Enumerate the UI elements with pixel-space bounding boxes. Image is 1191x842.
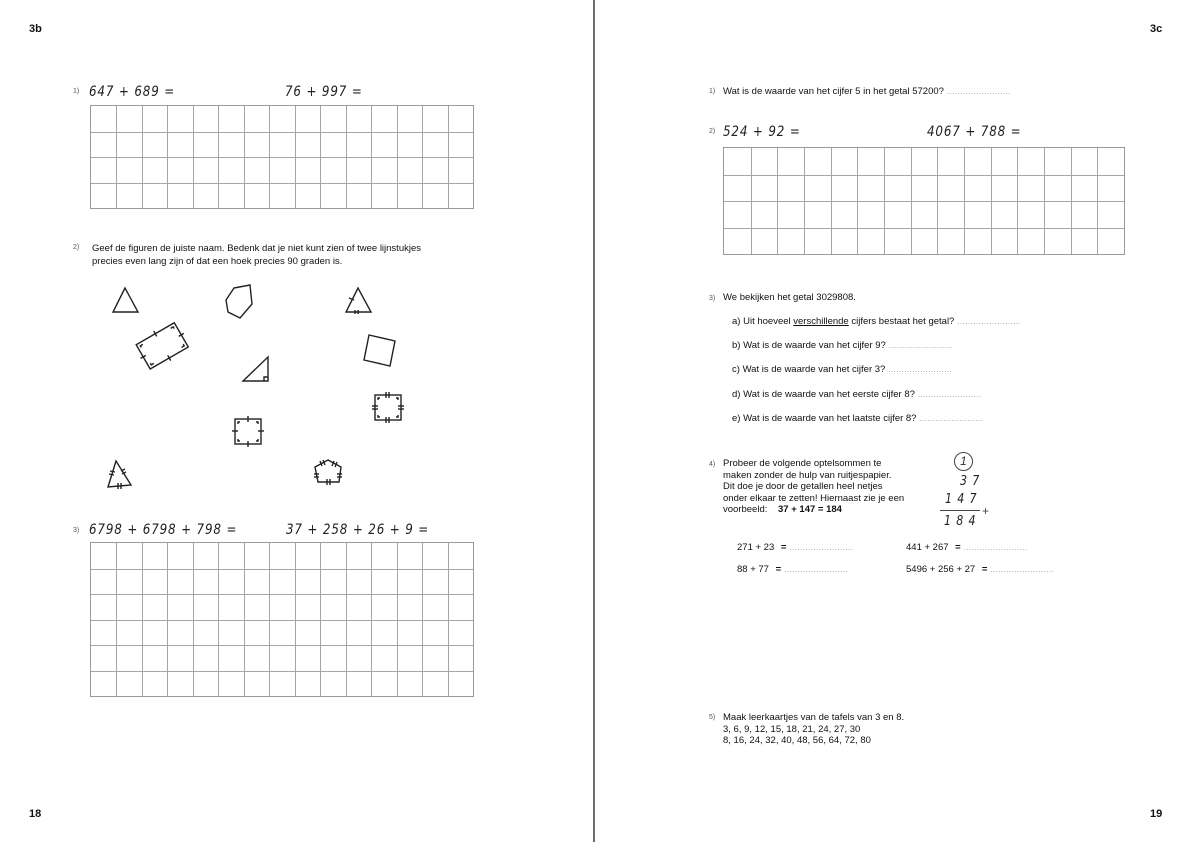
sub-question-text: Wat is de waarde van het cijfer 3? bbox=[742, 364, 886, 375]
sub-question bbox=[732, 340, 952, 352]
answer-blank[interactable]: …………………… bbox=[887, 365, 952, 374]
left-page-number: 18 bbox=[29, 808, 42, 820]
rectangle-icon bbox=[132, 319, 192, 373]
sub-question-label: b) bbox=[732, 340, 741, 351]
sum-expression: 271 + 23 bbox=[737, 542, 775, 553]
answer-blank[interactable]: …………………… bbox=[919, 414, 984, 423]
sum-expression: 441 + 267 bbox=[906, 542, 949, 553]
sub-question-label: c) bbox=[732, 364, 740, 375]
answer-blank[interactable]: …………………… bbox=[956, 317, 1021, 326]
instruction-line: maken zonder de hulp van ruitjespapier. bbox=[723, 469, 892, 481]
times-table-3: 3, 6, 9, 12, 15, 18, 21, 24, 27, 30 bbox=[723, 723, 861, 735]
exercise-instructions bbox=[723, 458, 904, 516]
sub-question-label: e) bbox=[732, 413, 741, 424]
right-page-header-label: 3c bbox=[1150, 23, 1163, 35]
grid-row-line bbox=[91, 569, 473, 570]
sub-question-text: Wat is de waarde van het cijfer 9? bbox=[743, 340, 886, 351]
grid-row-line bbox=[724, 228, 1124, 229]
square-marked-icon bbox=[232, 416, 264, 447]
sub-question-text: Wat is de waarde van het eerste cijfer 8? bbox=[743, 389, 915, 400]
triangle-icon bbox=[113, 288, 138, 312]
sum-item bbox=[737, 564, 848, 576]
carry-digit: 1 bbox=[954, 452, 973, 471]
underlined-word: verschillende bbox=[793, 316, 849, 327]
equals-sign: = bbox=[775, 564, 782, 575]
sum-result: 1 8 4 bbox=[944, 514, 977, 529]
sum-expression: 524 + 92 = bbox=[723, 124, 801, 140]
sum-item bbox=[906, 564, 1054, 576]
worked-example bbox=[940, 452, 1000, 534]
example-sum: 37 + 147 = 184 bbox=[778, 504, 842, 515]
left-page-header-label: 3b bbox=[29, 23, 42, 35]
answer-grid[interactable] bbox=[90, 542, 474, 697]
sum-expression: 647 + 689 = bbox=[89, 84, 176, 100]
exercise-intro: We bekijken het getal 3029808. bbox=[723, 292, 856, 303]
grid-row-line bbox=[724, 201, 1124, 202]
sub-question bbox=[732, 316, 1021, 328]
isosceles-triangle-icon bbox=[346, 288, 371, 314]
sub-question bbox=[732, 389, 982, 401]
regular-pentagon-icon bbox=[314, 460, 342, 485]
answer-blank[interactable]: …………………… bbox=[789, 543, 854, 552]
exercise-number: 4) bbox=[709, 461, 716, 468]
answer-blank[interactable]: …………………… bbox=[990, 565, 1055, 574]
sub-question bbox=[732, 364, 952, 376]
sum-item bbox=[906, 542, 1027, 554]
instruction-line bbox=[723, 504, 904, 516]
answer-blank[interactable]: …………………… bbox=[783, 565, 848, 574]
square-marked-icon-2 bbox=[372, 392, 404, 423]
equals-sign: = bbox=[955, 542, 961, 553]
sum-expression: 4067 + 788 = bbox=[927, 124, 1022, 140]
grid-row-line bbox=[91, 645, 473, 646]
sub-question-text: Uit hoeveel bbox=[743, 316, 794, 327]
exercise-number: 1) bbox=[709, 88, 716, 95]
sum-expression: 6798 + 6798 + 798 = bbox=[89, 522, 238, 538]
heptagon-icon bbox=[226, 285, 252, 318]
grid-row-line bbox=[91, 671, 473, 672]
instruction-line: Probeer de volgende optelsommen te bbox=[723, 458, 882, 469]
instruction-line: precies even lang zijn of dat een hoek precies 90 graden is. bbox=[92, 256, 343, 267]
sub-question-text: cijfers bestaat het getal? bbox=[848, 316, 955, 327]
example-prefix: voorbeeld: bbox=[723, 504, 768, 515]
instruction-line: onder elkaar te zetten! Hiernaast zie je een bbox=[723, 492, 905, 504]
answer-blank[interactable]: …………………… bbox=[963, 543, 1028, 552]
question-text bbox=[723, 86, 1011, 98]
answer-grid[interactable] bbox=[723, 147, 1125, 255]
answer-blank[interactable]: …………………… bbox=[917, 390, 982, 399]
sum-expression: 88 + 77 bbox=[737, 564, 769, 575]
exercise-number: 3) bbox=[709, 295, 716, 302]
sub-question-label: d) bbox=[732, 389, 741, 400]
instruction-line: Maak leerkaartjes van de tafels van 3 en 8. bbox=[723, 712, 905, 723]
instruction-line: Geef de figuren de juiste naam. Bedenk dat je niet kunt zien of twee lijnstukjes bbox=[92, 243, 422, 254]
times-table-8: 8, 16, 24, 32, 40, 48, 56, 64, 72, 80 bbox=[723, 735, 871, 746]
answer-blank[interactable]: …………………… bbox=[946, 87, 1011, 96]
right-page-number: 19 bbox=[1150, 808, 1163, 820]
addend-middle: 1 4 7 bbox=[945, 492, 978, 507]
sum-expression: 76 + 997 = bbox=[285, 84, 363, 100]
equals-sign: = bbox=[780, 542, 787, 553]
exercise-number: 5) bbox=[709, 714, 716, 721]
grid-row-line bbox=[724, 175, 1124, 176]
exercise-number: 2) bbox=[709, 128, 716, 135]
answer-blank[interactable]: …………………… bbox=[888, 341, 953, 350]
plus-operator: + bbox=[982, 504, 990, 518]
sub-question bbox=[732, 413, 983, 425]
equals-sign: = bbox=[981, 564, 988, 575]
instruction-line: Dit doe je door de getallen heel netjes bbox=[723, 481, 883, 492]
right-triangle-icon bbox=[243, 357, 268, 381]
sub-question-label: a) bbox=[732, 316, 741, 327]
sum-expression: 37 + 258 + 26 + 9 = bbox=[286, 522, 430, 538]
exercise-number: 3) bbox=[73, 527, 80, 534]
sum-expression: 5496 + 256 + 27 bbox=[906, 564, 976, 575]
question-label: Wat is de waarde van het cijfer 5 in het getal 57200? bbox=[723, 86, 944, 97]
exercise-number: 2) bbox=[73, 244, 80, 251]
grid-row-line bbox=[91, 620, 473, 621]
shapes-figure bbox=[0, 0, 594, 842]
sum-line bbox=[940, 510, 980, 511]
addend-top: 3 7 bbox=[960, 474, 981, 489]
equilateral-triangle-icon bbox=[108, 461, 131, 489]
grid-row-line bbox=[91, 594, 473, 595]
sub-question-text: Wat is de waarde van het laatste cijfer 8? bbox=[743, 413, 917, 424]
exercise-text bbox=[723, 712, 904, 747]
sum-item bbox=[737, 542, 853, 554]
square-icon bbox=[364, 335, 395, 366]
exercise-number: 1) bbox=[73, 88, 80, 95]
